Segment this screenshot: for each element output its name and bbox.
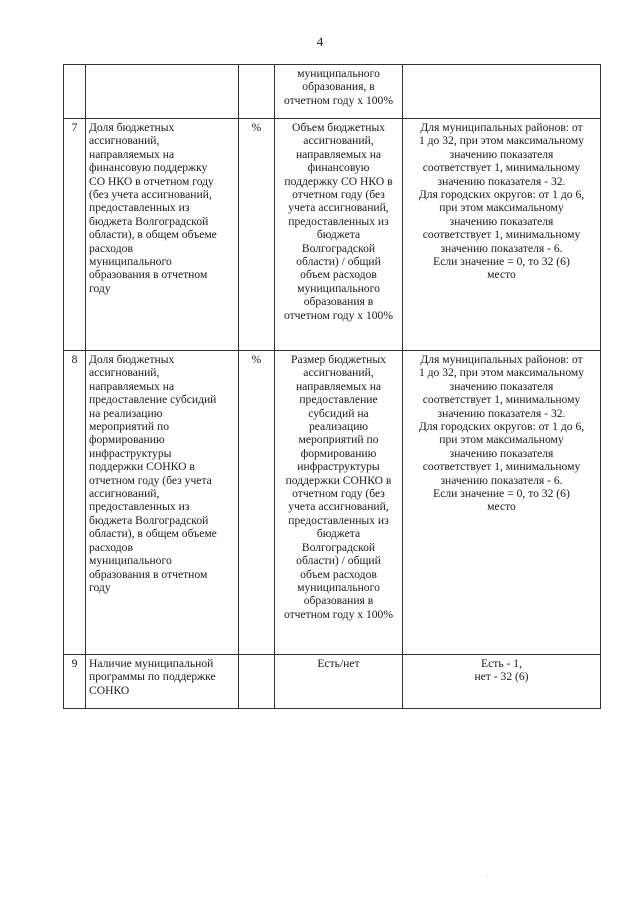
formula-cell	[275, 655, 403, 709]
formula: Есть/нет	[317, 657, 360, 670]
formula: Размер бюджетных ассигнований, направляемых на предоставление субсидий на реализацию мероприятий по формированию инфраструктуры поддержки СОНКО в отчетном году (без учета ассигнований, предоставленных из бюджета Волгоградской области) / общий объем расходов муниципального образования в отчетном году х 100%	[283, 353, 394, 621]
formula-cell	[275, 65, 403, 119]
table-row	[64, 119, 601, 351]
score-rule: Для муниципальных районов: от 1 до 32, при этом максимальному значению показателя соответствует 1, минимальному значению показателя - 32. Для городских округов: от 1 до 6, при этом максимальному значению показателя соответствует 1, минимальному значению показателя - 6. Если значение = 0, то 32 (6) место	[418, 121, 585, 282]
unit-cell	[239, 655, 275, 709]
row-number-cell	[64, 655, 86, 709]
unit: %	[251, 121, 262, 134]
formula: муниципального образования, в отчетном году х 100%	[283, 67, 394, 107]
score-cell	[403, 655, 601, 709]
table-row	[64, 65, 601, 119]
row-number-cell	[64, 351, 86, 655]
row-number: 9	[71, 657, 78, 670]
formula-cell	[275, 351, 403, 655]
indicator-name: Наличие муниципальной программы по поддержке СОНКО	[89, 657, 216, 697]
score-cell	[403, 65, 601, 119]
indicator-name-cell	[86, 119, 239, 351]
formula-cell	[275, 119, 403, 351]
indicator-name-cell	[86, 351, 239, 655]
score-cell	[403, 119, 601, 351]
formula: Объем бюджетных ассигнований, направляемых на финансовую поддержку СО НКО в отчетном году (без учета ассигнований, предоставленных из бюджета Волгоградской области) / общий объем расходов муниципального образования в отчетном году х 100%	[283, 121, 394, 322]
unit-cell	[239, 351, 275, 655]
indicator-name-cell	[86, 655, 239, 709]
row-number-cell	[64, 119, 86, 351]
indicator-name-cell	[86, 65, 239, 119]
score-rule: Есть - 1, нет - 32 (6)	[474, 657, 529, 684]
scan-speck: .	[487, 872, 489, 878]
indicator-name: Доля бюджетных ассигнований, направляемых на финансовую поддержку СО НКО в отчетном году (без учета ассигнований, предоставленных из бюджета Волгоградской области), в общем объеме расходов муниципального образования в отчетном году	[89, 121, 217, 295]
unit-cell	[239, 119, 275, 351]
row-number-cell	[64, 65, 86, 119]
unit-cell	[239, 65, 275, 119]
score-rule: Для муниципальных районов: от 1 до 32, при этом максимальному значению показателя соответствует 1, минимальному значению показателя - 32. Для городских округов: от 1 до 6, при этом максимальному значению показателя соответствует 1, минимальному значению показателя - 6. Если значение = 0, то 32 (6) место	[418, 353, 585, 514]
indicators-table	[63, 64, 601, 709]
row-number: 8	[71, 353, 78, 366]
page-number: 4	[316, 34, 324, 49]
table-row	[64, 655, 601, 709]
score-cell	[403, 351, 601, 655]
unit: %	[251, 353, 262, 366]
row-number: 7	[71, 121, 78, 134]
table-row	[64, 351, 601, 655]
indicator-name: Доля бюджетных ассигнований, направляемых на предоставление субсидий на реализацию мероприятий по формированию инфраструктуры поддержки СОНКО в отчетном году (без учета ассигнований, предоставленных из бюджета Волгоградской области), в общем объеме расходов муниципального образования в отчетном году	[89, 353, 217, 594]
